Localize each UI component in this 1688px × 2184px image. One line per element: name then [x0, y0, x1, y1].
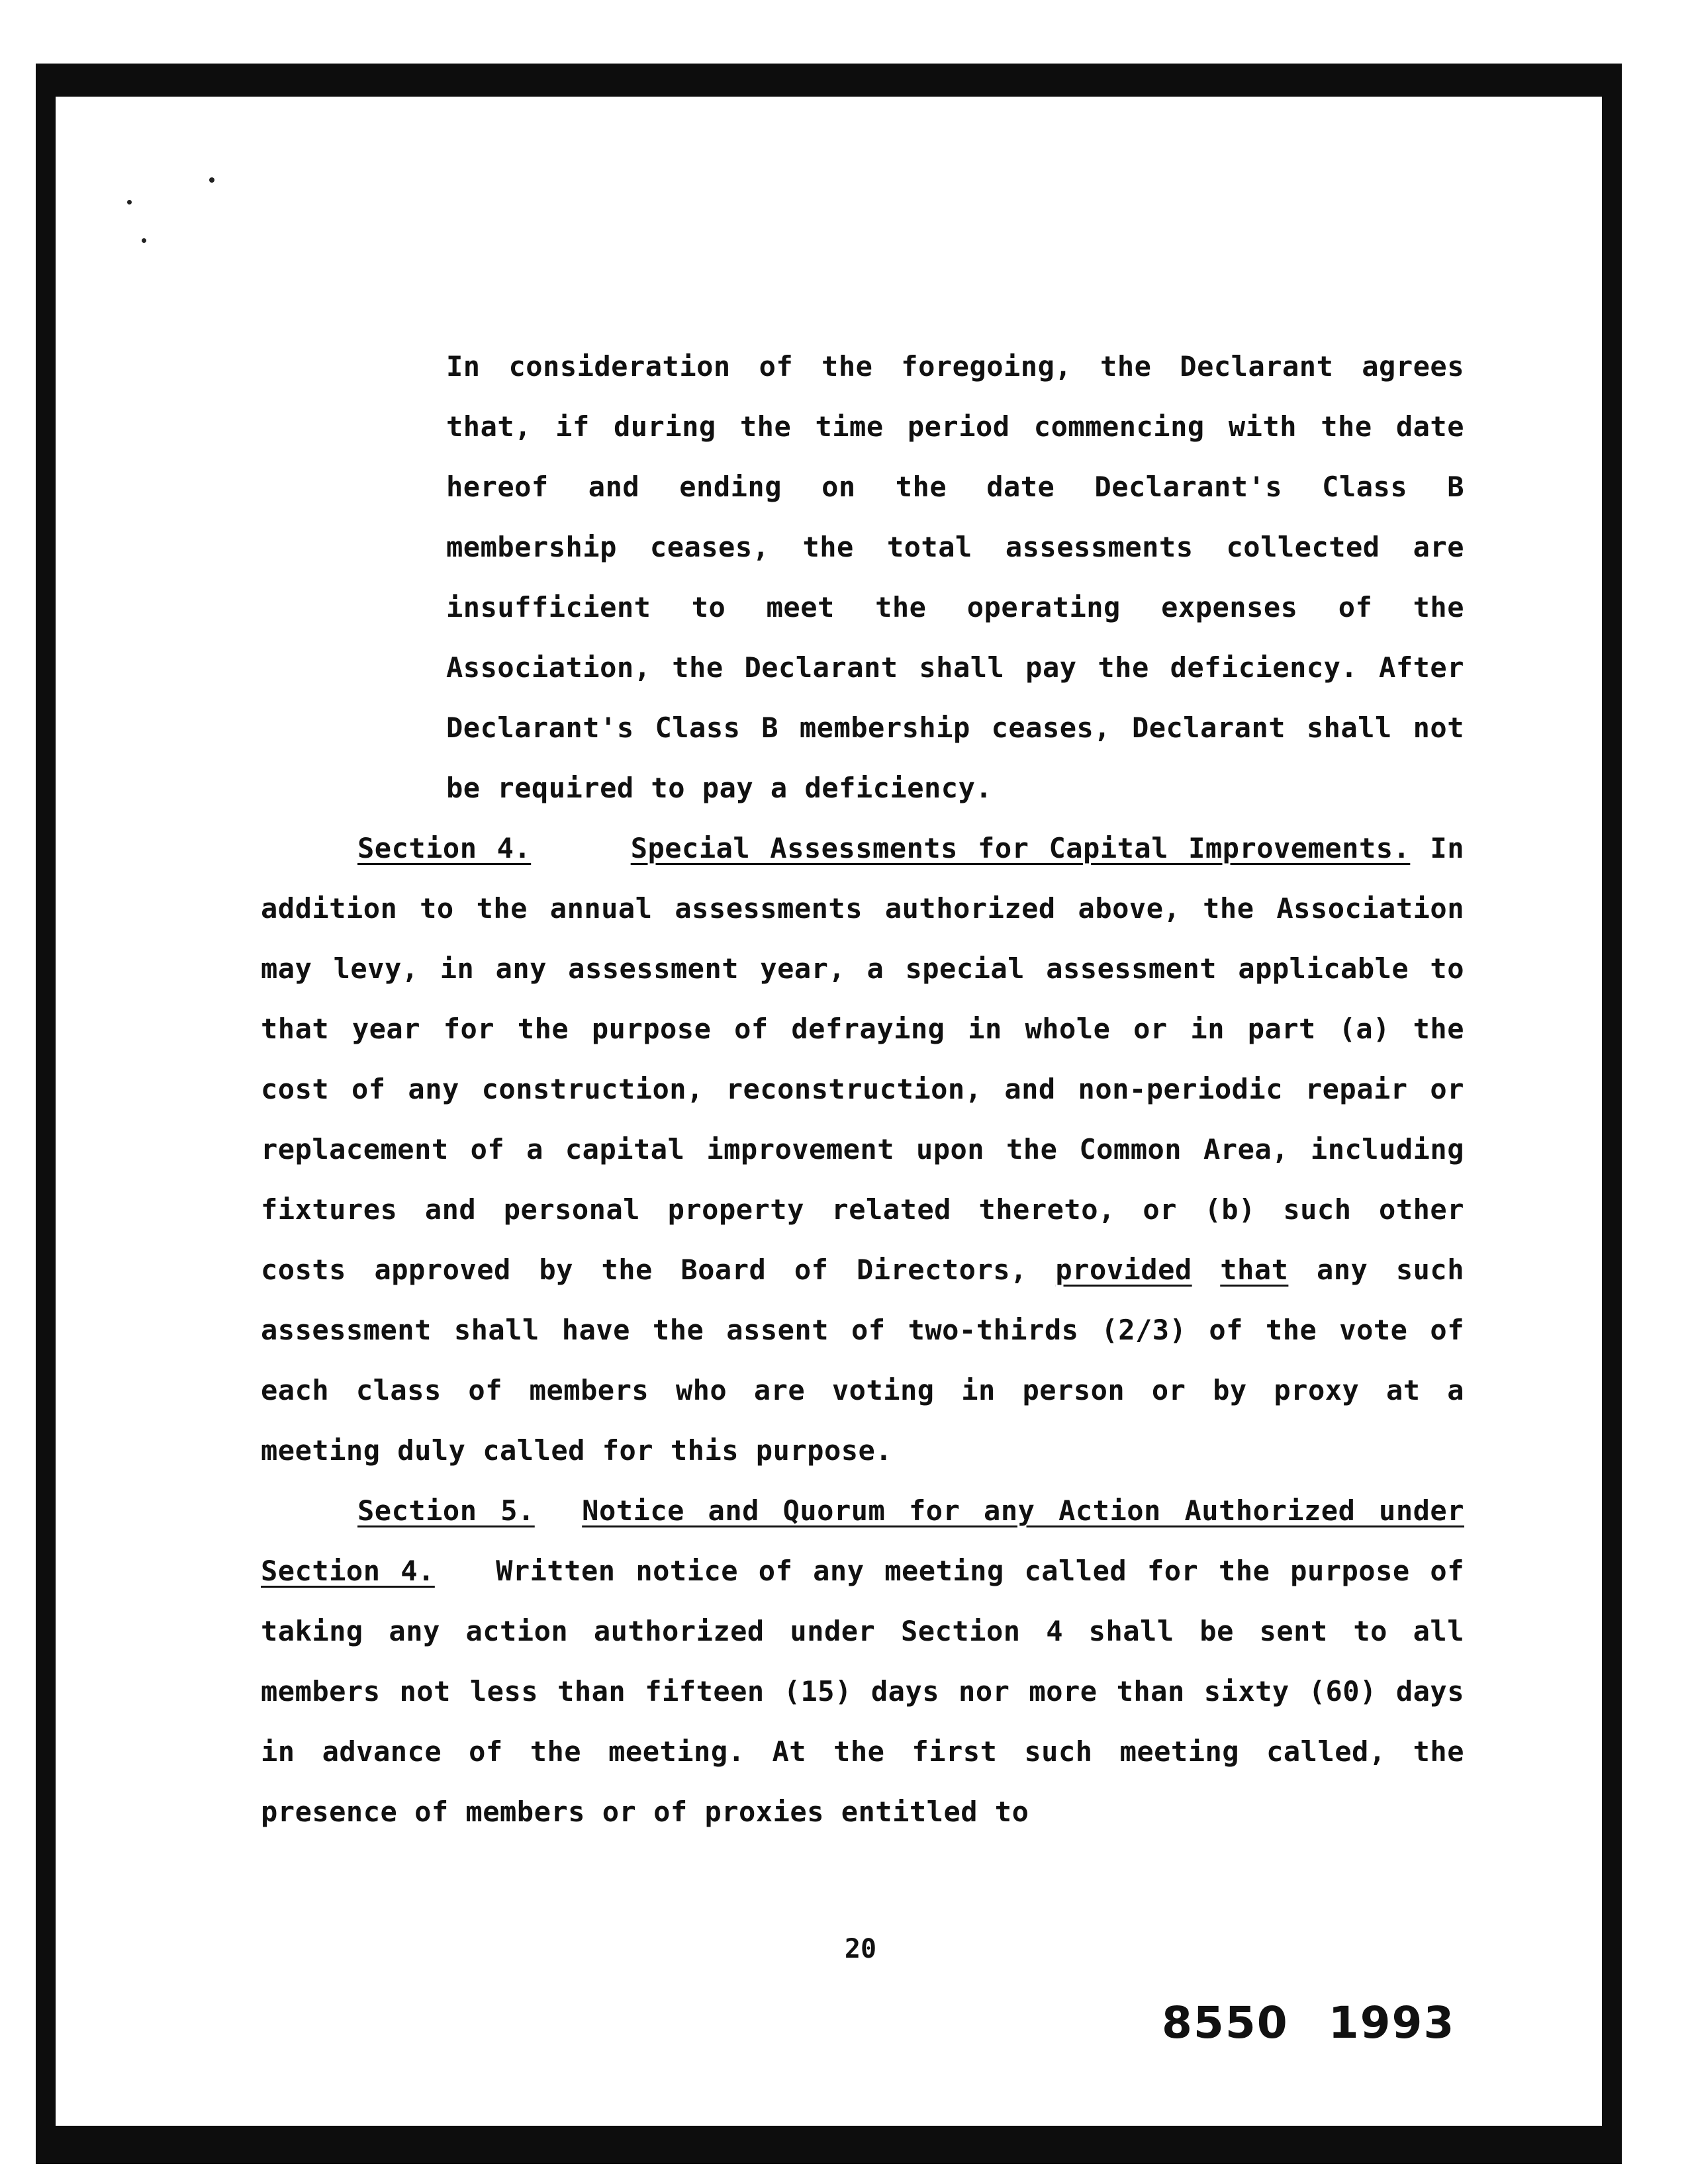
section-4-title: Special Assessments for Capital Improvements.	[630, 832, 1411, 864]
section-5-title: Notice and Quorum for any Action Authorized under Section 4.	[261, 1494, 1464, 1587]
page-number: 20	[844, 1934, 877, 1964]
stamp-number-left: 8550	[1162, 1997, 1289, 2048]
scan-speck	[142, 238, 146, 243]
that-word: that	[1220, 1253, 1289, 1286]
section-4-label: Section 4.	[357, 832, 532, 864]
provided-word: provided	[1055, 1253, 1192, 1286]
paragraph-declarant-deficiency	[261, 336, 1464, 818]
section-5-paragraph	[261, 1480, 1464, 1842]
paragraph-text: In consideration of the foregoing, the Declarant agrees that, if during the time period commencing with the date hereof and ending on the date Declarant's Class B membership ceases, the total assessments collected are insufficient to meet the operating expenses of the Association, the Declarant shall pay the deficiency. After Declarant's Class B membership ceases, Declarant shall not be required to pay a deficiency.	[446, 350, 1464, 804]
section-4-body-part2: any such assessment shall have the assent of two-thirds (2/3) of the vote of each class of members who are voting in person or by proxy at a meeting duly called for this purpose.	[261, 1253, 1465, 1467]
stamp-number-right: 1993	[1328, 1997, 1456, 2048]
document-body	[261, 336, 1464, 1842]
section-4-body-part1: In addition to the annual assessments authorized above, the Association may levy, in any assessment year, a special assessment applicable to that year for the purpose of defraying in whole or in part (a) the cost of any construction, reconstruction, and non-periodic repair or replacement of a capital improvement upon the Common Area, including fixtures and personal property related thereto, or (b) such other costs approved by the Board of Directors,	[261, 832, 1464, 1286]
section-4-paragraph	[261, 818, 1464, 1480]
section-5-body: Written notice of any meeting called for the purpose of taking any action authorized under Section 4 shall be sent to all members not less than fifteen (15) days nor more than sixty (60) days in advance of the meeting. At the first such meeting called, the presence of members or of proxies entitled to	[261, 1555, 1464, 1828]
scan-speck	[127, 200, 132, 205]
filing-stamp	[1162, 1997, 1455, 2048]
section-5-label: Section 5.	[357, 1494, 535, 1527]
scan-speck	[209, 177, 214, 183]
